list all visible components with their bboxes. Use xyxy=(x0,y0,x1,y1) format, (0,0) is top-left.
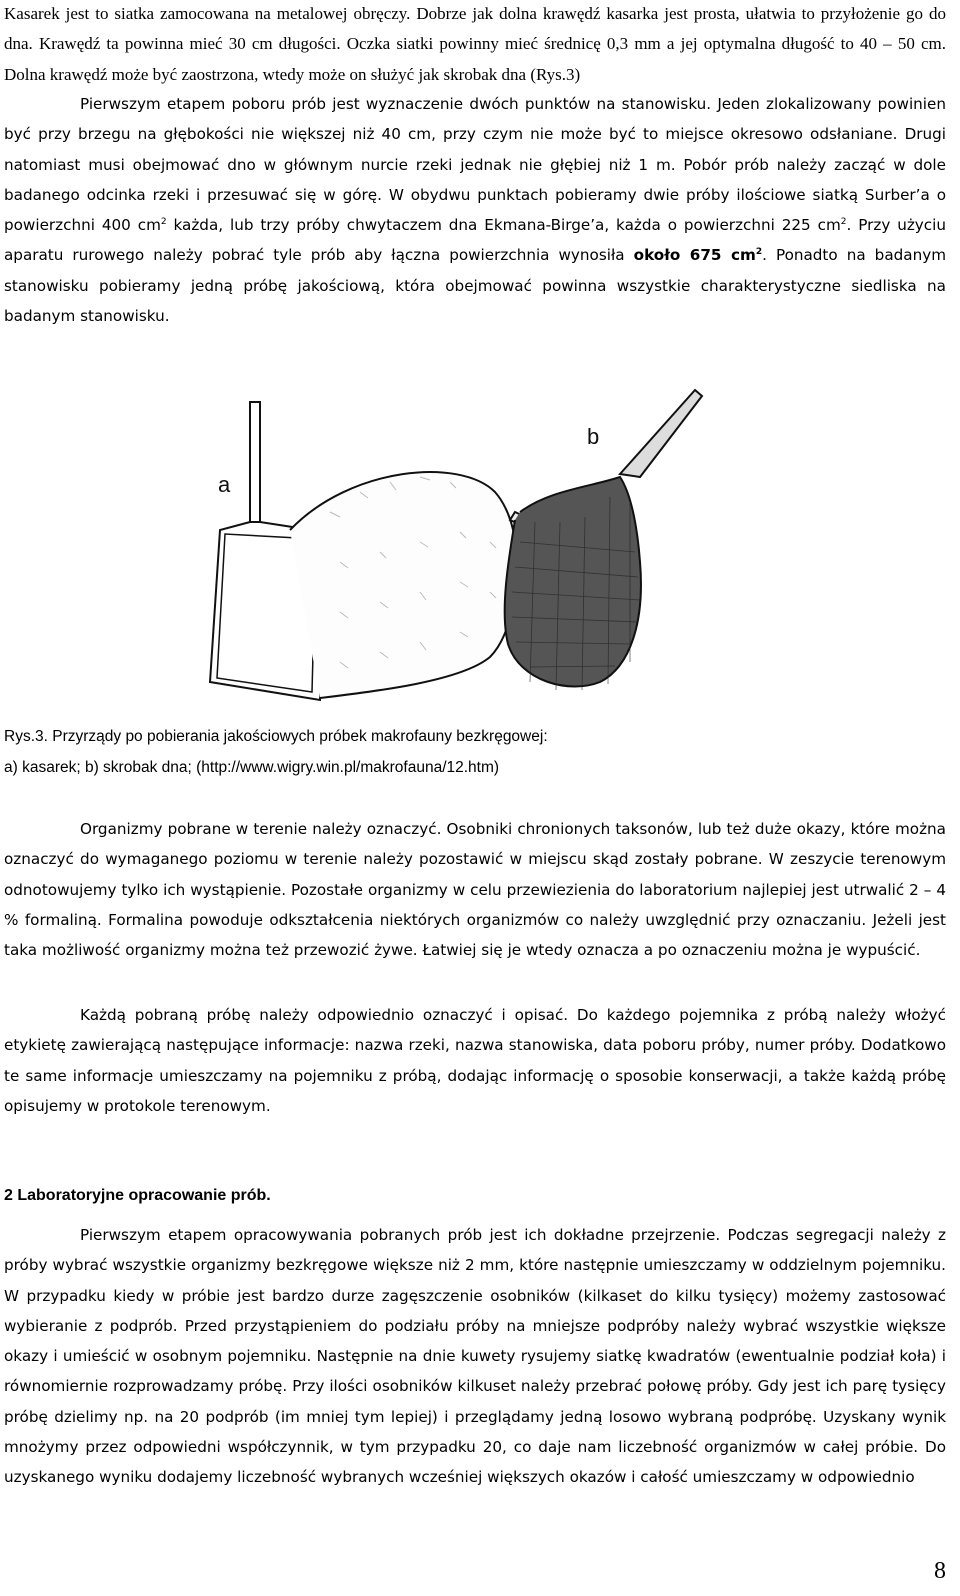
paragraph-sampling xyxy=(4,89,946,331)
heading-text: 2 Laboratoryjne opracowanie prób. xyxy=(4,1187,271,1204)
page-number: 8 xyxy=(934,1558,946,1584)
paragraph-text: Organizmy pobrane w terenie należy oznaczyć. Osobniki chronionych taksonów, lub też duże okazy, które można oznaczyć do wymaganego poziomu w terenie należy pozostawić w miejscu skąd zostały pobrane. W zeszycie terenowym odnotowujemy tylko ich wystąpienie. Pozostałe organizmy w celu przewiezienia do laboratorium najlepiej jest utrwalić 2 – 4 % formaliną. Formalina powoduje odkształcenia niektórych organizmów co należy uwzględnić przy oznaczaniu. Jeżeli jest taka możliwość organizmy można też przewozić żywe. Łatwiej się je wtedy oznacza a po oznaczeniu można je wypuścić. xyxy=(4,820,946,960)
paragraph-text: Pierwszym etapem poboru prób jest wyznaczenie dwóch punktów na stanowisku. Jeden zlokalizowany powinien być przy brzegu na głębokości nie większej niż 40 cm, przy czym nie może być to miejsce okresowo odsłaniane. Drugi natomiast musi obejmować dno w głównym nurcie rzeki jednak nie głębiej niż 1 m. Pobór prób należy zacząć w dole badanego odcinka rzeki i przesuwać się w górę. W obydwu punktach pobieramy dwie próby ilościowe siatką Surber’a o powierzchni 400 $cm^2$ każda, lub trzy próby chwytaczem dna Ekmana-Birge’a, każda o powierzchni 225 $cm^2$. Przy użyciu aparatu rurowego należy pobrać tyle prób aby łączna powierzchnia wynosiła około 675 $cm^2$. Ponadto na badanym stanowisku pobieramy jedną próbę jakościową, która obejmować powinna wszystkie charakterystyczne siedliska na badanym stanowisku. xyxy=(4,95,946,326)
paragraph-labelling xyxy=(4,1000,946,1121)
paragraph-text: Każdą pobraną próbę należy odpowiednio oznaczyć i opisać. Do każdego pojemnika z próbą należy włożyć etykietę zawierającą następujące informacje: nazwa rzeki, nazwa stanowiska, data poboru próby, numer próby. Dodatkowo te same informacje umieszczamy na pojemniku z próbą, dodając informację o sposobie konserwacji, a także każdą próbę opisujemy w protokole terenowym. xyxy=(4,1006,946,1115)
paragraph-laboratory xyxy=(4,1220,946,1493)
paragraph-text: Pierwszym etapem opracowywania pobranych prób jest ich dokładne przejrzenie. Podczas segregacji należy z próby wybrać wszystkie organizmy bezkręgowe większe niż 2 mm, które następnie umieszczamy w oddzielnym pojemniku. W przypadku kiedy w próbie jest bardzo durze zagęszczenie osobników (kilkaset do kilku tysięcy) możemy zastosować wybieranie z podprób. Przed przystąpieniem do podziału próby na mniejsze podpróby należy wybrać wszystkie większe okazy i umieścić w osobnym pojemniku. Następnie na dnie kuwety rysujemy siatkę kwadratów (ewentualnie podział koła) i równomiernie rozprowadzamy próbę. Przy ilości osobników kilkuset należy przebrać połowę próby. Gdy jest ich parę tysięcy próbę dzielimy np. na 20 podprób (im mniej tym lepiej) i przeglądamy jedną losowo wybraną podpróbę. Uzyskany wynik mnożymy przez odpowiedni współczynnik, w tym przypadku 20, co daje nam liczebność organizmów w całej próbie. Do uzyskanego wyniku dodajemy liczebność wybranych wcześniej większych okazów i całość umieszczamy w odpowiednio xyxy=(4,1226,946,1487)
section-heading xyxy=(4,1187,946,1205)
label-b: b xyxy=(587,424,600,449)
handle xyxy=(250,402,260,522)
figure-sampling-tools xyxy=(190,382,750,712)
net-bag xyxy=(290,472,517,698)
caption-line-2: a) kasarek; b) skrobak dna; (http://www.wigry.win.pl/makrofauna/12.htm) xyxy=(4,759,500,776)
figure-caption xyxy=(4,721,946,783)
net-bag xyxy=(505,477,641,686)
label-a: a xyxy=(218,472,231,497)
paragraph-text: Kasarek jest to siatka zamocowana na metalowej obręczy. Dobrze jak dolna krawędź kasarka jest prosta, ułatwia to przyłożenie go do dna. Krawędź ta powinna mieć 30 cm długości. Oczka siatki powinny mieć średnicę 0,3 mm a jej optymalna długość to 40 – 50 cm. Dolna krawędź może być zaostrzona, wtedy może on służyć jak skrobak dna (Rys.3) xyxy=(4,4,946,84)
paragraph-identification xyxy=(4,814,946,965)
paragraph-kasarek xyxy=(4,0,946,90)
skrobak-illustration xyxy=(505,390,702,690)
caption-line-1: Rys.3. Przyrządy po pobierania jakościowych próbek makrofauny bezkręgowej: xyxy=(4,728,548,745)
handle xyxy=(620,390,702,477)
kasarek-illustration xyxy=(210,402,517,700)
